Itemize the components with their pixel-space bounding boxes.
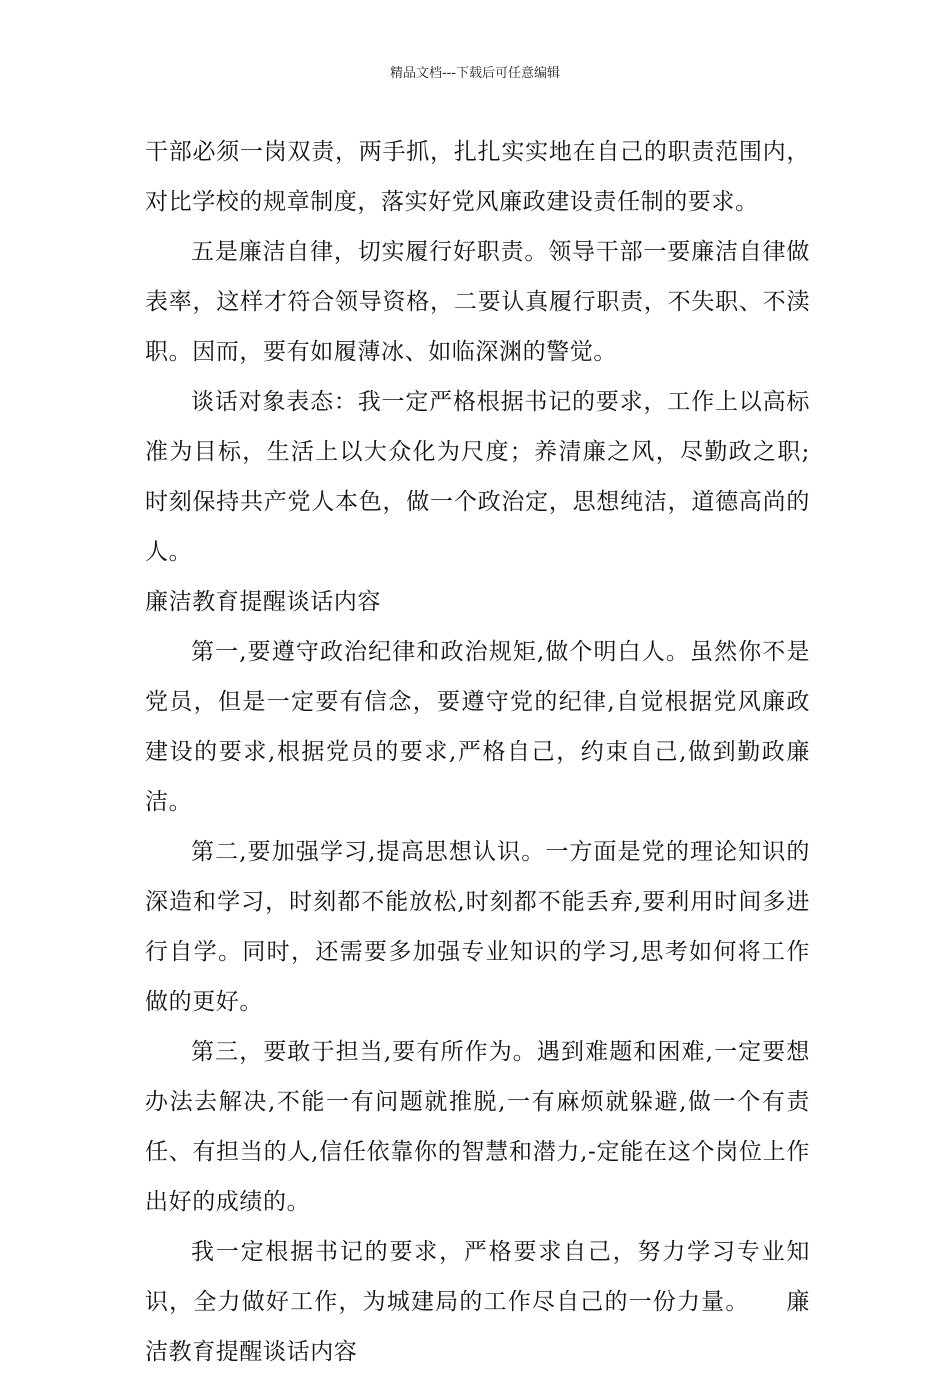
paragraph-1: 干部必须一岗双责，两手抓，扎扎实实地在自己的职责范围内，对比学校的规章制度，落实好党风廉政建设责任制的要求。 (145, 139, 810, 215)
paragraph-4: 第一,要遵守政治纪律和政治规矩,做个明白人。虽然你不是党员，但是一定要有信念，要遵守党的纪律,自觉根据党风廉政建设的要求,根据党员的要求,严格自己，约束自己,做到勤政廉洁。 (145, 639, 810, 815)
paragraph-7: 我一定根据书记的要求，严格要求自己，努力学习专业知识，全力做好工作，为城建局的工作尽自己的一份力量。 廉洁教育提醒谈话内容 (145, 1239, 810, 1365)
paragraph-5: 第二,要加强学习,提高思想认识。一方面是党的理论知识的深造和学习，时刻都不能放松,时刻都不能丢弃,要利用时间多进行自学。同时，还需要多加强专业知识的学习,思考如何将工作做的更好。 (145, 839, 810, 1015)
paragraph-3: 谈话对象表态：我一定严格根据书记的要求，工作上以高标准为目标，生活上以大众化为尺度；养清廉之风，尽勤政之职;时刻保持共产党人本色，做一个政治定，思想纯洁，道德高尚的人。 (145, 389, 810, 565)
paragraph-6: 第三，要敢于担当,要有所作为。遇到难题和困难,一定要想办法去解决,不能一有问题就推脱,一有麻烦就躲避,做一个有责任、有担当的人,信任依靠你的智慧和潜力,-定能在这个岗位上作出好的成绩的。 (145, 1039, 810, 1215)
document-body (145, 127, 810, 1377)
paragraph-2: 五是廉洁自律，切实履行好职责。领导干部一要廉洁自律做表率，这样才符合领导资格，二要认真履行职责，不失职、不渎职。因而，要有如履薄冰、如临深渊的警觉。 (145, 239, 810, 365)
section-heading: 廉洁教育提醒谈话内容 (145, 589, 381, 615)
page-header: 精品文档---下载后可任意编辑 (389, 66, 561, 81)
